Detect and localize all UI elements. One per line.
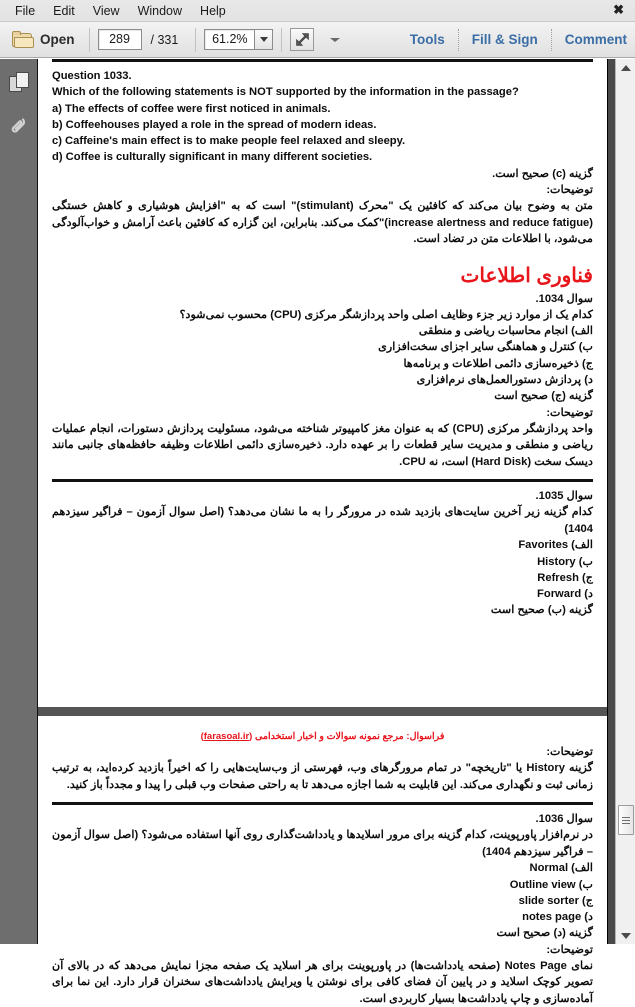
open-button-label: Open <box>40 32 75 47</box>
explanation-label: توضیحات: <box>546 184 593 197</box>
question-separator-rule <box>52 802 593 805</box>
question-number: سوال 1034. <box>535 292 593 305</box>
navigation-rail <box>0 59 38 944</box>
triangle-down-icon <box>621 933 631 939</box>
watermark-footer <box>38 729 607 744</box>
explanation-label: توضیحات: <box>546 406 593 419</box>
zoom-dropdown-button[interactable] <box>254 29 273 50</box>
option-d: d) Coffee is culturally significant in many different societies. <box>52 151 373 164</box>
option-d: د) Forward <box>537 588 593 601</box>
fit-page-icon <box>294 32 310 48</box>
option-a: a) The effects of coffee were first noticed in animals. <box>52 102 331 115</box>
close-icon[interactable]: ✖ <box>613 2 624 17</box>
option-a: الف) Favorites <box>518 539 593 552</box>
pdf-page-289 <box>38 59 607 707</box>
document-viewport[interactable] <box>38 59 608 1005</box>
question-number: سوال 1036. <box>535 813 593 826</box>
answer-line: گزینه (د) صحیح است <box>496 927 593 940</box>
question-number: سوال 1035. <box>535 490 593 503</box>
question-stem: Which of the following statements is NOT supported by the information in the passage? <box>52 86 519 99</box>
folder-open-icon <box>12 31 34 49</box>
toolbar-divider-5 <box>551 29 552 51</box>
tools-button[interactable]: Tools <box>409 32 445 47</box>
attachments-button[interactable] <box>6 113 32 139</box>
toolbar-right-group <box>406 22 631 57</box>
toolbar <box>0 22 635 58</box>
chevron-down-icon <box>260 37 268 42</box>
watermark-prefix: فراسوال: مرجع نمونه سوالات و اخبار استخدامی ( <box>249 731 445 742</box>
menu-item-window[interactable]: Window <box>137 3 183 18</box>
explanation-text: واحد پردازشگر مرکزی (CPU) که به عنوان مغز کامپیوتر شناخته می‌شود، مسئولیت پردازش دستورات، انجام عملیات ریاضی و منطقی و مدیریت سایر قطعات را بر عهده دارد. ذخیره‌سازی دائمی اطلاعات وظیفه حافظه‌های جانبی مانند دیسک سخت (Hard Disk) است، نه CPU. <box>52 422 593 468</box>
fill-and-sign-button[interactable]: Fill & Sign <box>471 32 538 47</box>
toolbar-overflow-button[interactable] <box>324 34 346 46</box>
watermark-suffix: ) <box>200 731 204 742</box>
menu-item-edit[interactable]: Edit <box>53 3 75 18</box>
option-c: c) Caffeine's main effect is to make people feel relaxed and sleepy. <box>52 135 406 148</box>
option-a: الف) انجام محاسبات ریاضی و منطقی <box>418 325 593 338</box>
explanation-text: نمای Notes Page (صفحه یادداشت‌ها) در پاورپوینت برای هر اسلاید یک صفحه مجزا نمایش می‌دهد که در بالای آن تصویر کوچک اسلاید و در پایین آن فضای کافی برای نوشتن یا ویرایش یادداشت‌های سخنران قرار دارد. این نما برای آماده‌سازی و چاپ یادداشت‌ها بسیار کاربردی است. <box>52 960 594 1005</box>
comment-button[interactable]: Comment <box>564 32 627 47</box>
scroll-up-button[interactable] <box>616 59 635 76</box>
option-d: د) پردازش دستورالعمل‌های نرم‌افزاری <box>416 374 593 387</box>
option-b: ب) History <box>537 555 593 568</box>
viewport-edge-shadow <box>608 59 615 944</box>
menu-item-view[interactable]: View <box>92 3 120 18</box>
toolbar-divider-3 <box>281 28 282 52</box>
page-top-rule <box>52 59 593 62</box>
answer-line: گزینه (ج) صحیح است <box>494 390 593 403</box>
page-total-label: / 331 <box>150 32 179 47</box>
main-area <box>0 59 635 1005</box>
explanation-text: متن به وضوح بیان می‌کند که کافئین یک "محرک (stimulant)" است که به "افزایش هوشیاری و کاهش خستگی (increase alertness and reduce fatigue)"کمک می‌کند. بنابراین، این گزاره که کافئین باعث آرامش و خواب‌آلودگی می‌شود، با اطلاعات متن در تضاد است. <box>52 200 594 246</box>
vertical-scrollbar[interactable] <box>615 59 635 944</box>
open-button[interactable] <box>6 27 81 53</box>
triangle-up-icon <box>621 65 631 71</box>
question-stem: کدام گزینه زیر آخرین سایت‌های بازدید شده در مرورگر را به ما نشان می‌دهد؟ (اصل سوال آزمون – فراگیر سیزدهم 1404) <box>52 506 593 535</box>
option-d: د) notes page <box>522 911 593 924</box>
page-thumbnails-icon <box>9 72 29 92</box>
option-b: b) Coffeehouses played a role in the spread of modern ideas. <box>52 118 377 131</box>
explanation-text: گزینه History یا "تاریخچه" در تمام مرورگرهای وب، فهرستی از وب‌سایت‌هایی را که اخیراً بازدید کرده‌اید، به ترتیب زمانی ثبت و نگهداری می‌کند. این قابلیت به شما اجازه می‌دهد تا به راحتی صفحات وب قبلی را پیدا و مجدداً باز کنید. <box>52 762 593 791</box>
zoom-control[interactable] <box>204 29 273 50</box>
grip-icon <box>622 815 630 826</box>
toolbar-divider-4 <box>458 29 459 51</box>
chevron-down-icon <box>330 38 340 42</box>
zoom-level-input[interactable]: 61.2% <box>204 29 254 50</box>
fit-page-button[interactable] <box>290 28 314 51</box>
page-thumbnails-button[interactable] <box>6 69 32 95</box>
toolbar-divider-1 <box>89 28 90 52</box>
question-stem: کدام یک از موارد زیر جزء وظایف اصلی واحد پردازشگر مرکزی (CPU) محسوب نمی‌شود؟ <box>179 308 593 321</box>
menu-item-help[interactable]: Help <box>200 3 226 18</box>
question-separator-rule <box>52 479 593 482</box>
watermark-link[interactable]: farasoal.ir <box>203 731 250 742</box>
option-b: ب) کنترل و هماهنگی سایر اجزای سخت‌افزاری <box>378 341 593 354</box>
scrollbar-thumb[interactable] <box>618 805 634 835</box>
toolbar-divider-2 <box>195 28 196 52</box>
question-stem: در نرم‌افزار پاورپوینت، کدام گزینه برای مرور اسلایدها و یادداشت‌گذاری روی آنها استفاده می‌شود؟ (اصل سوال آزمون – فراگیر سیزدهم 1404) <box>52 829 593 858</box>
option-c: ج) ذخیره‌سازی دائمی اطلاعات و برنامه‌ها <box>403 357 593 370</box>
paperclip-icon <box>9 115 29 137</box>
option-b: ب) Outline view <box>509 878 593 891</box>
scroll-down-button[interactable] <box>616 927 635 944</box>
answer-line: گزینه (ب) صحیح است <box>490 604 593 617</box>
option-c: ج) Refresh <box>537 571 593 584</box>
pdf-page-290 <box>38 716 607 1006</box>
explanation-label: توضیحات: <box>546 943 593 956</box>
option-a: الف) Normal <box>529 862 593 875</box>
option-c: ج) slide sorter <box>518 894 593 907</box>
page-separator <box>38 707 607 716</box>
section-heading: فناوری اطلاعات <box>460 264 593 287</box>
menu-item-file[interactable]: File <box>15 3 36 18</box>
answer-line: گزینه (c) صحیح است. <box>492 167 593 180</box>
menu-bar <box>0 0 635 22</box>
page-number-input[interactable]: 289 <box>98 29 142 50</box>
question-number: Question 1033. <box>52 70 132 82</box>
explanation-label: توضیحات: <box>546 746 593 758</box>
